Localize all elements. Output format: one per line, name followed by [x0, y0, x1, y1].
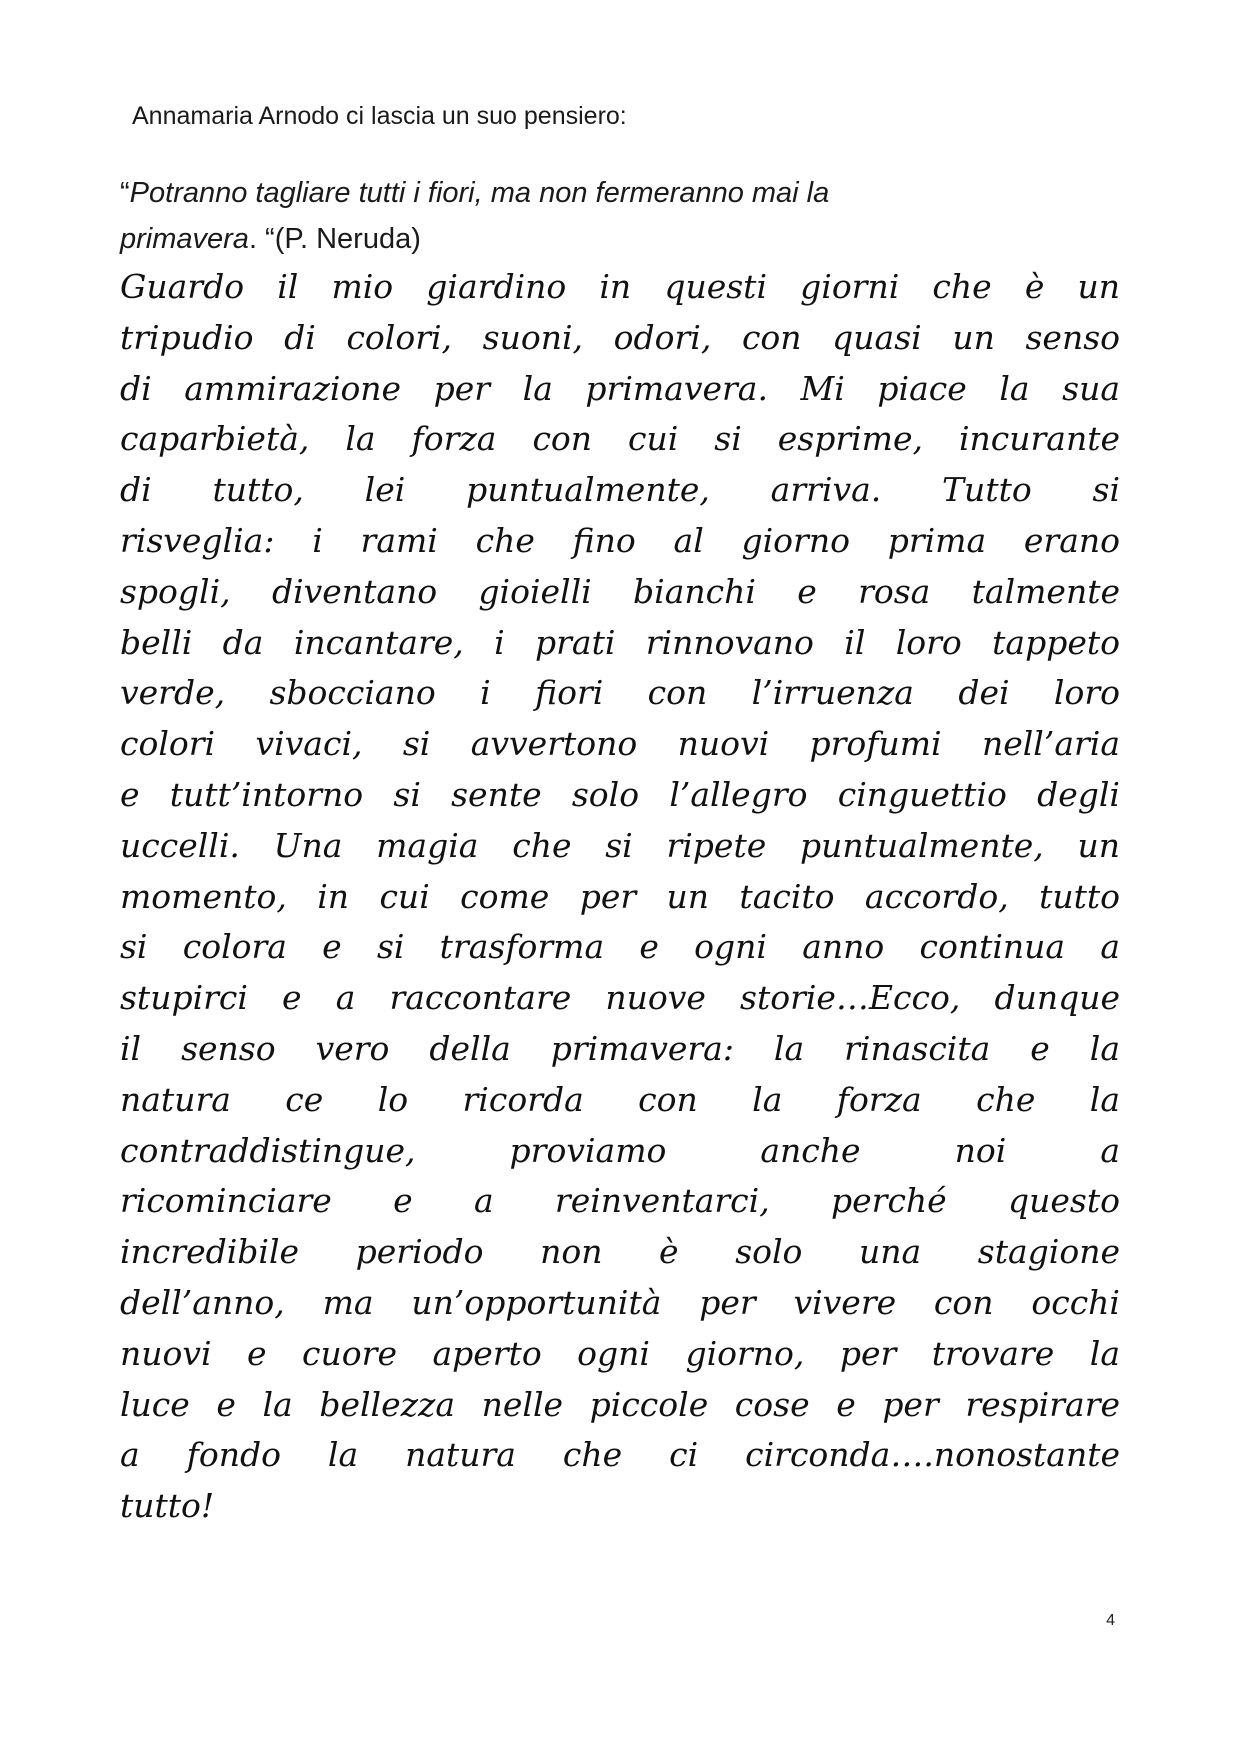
body-line: caparbietà, la forza con cui si esprime, incurante — [120, 419, 1120, 459]
body-line: ricominciare e a reinventarci, perché questo — [120, 1181, 1120, 1221]
body-line: natura ce lo ricorda con la forza che la — [120, 1079, 1120, 1119]
quote-line-2 — [120, 216, 1020, 262]
body-line: a fondo la natura che ci circonda….nonostante — [120, 1435, 1120, 1475]
body-line: il senso vero della primavera: la rinascita e la — [120, 1028, 1120, 1068]
body-line: uccelli. Una magia che si ripete puntualmente, un — [120, 825, 1120, 865]
body-line: spogli, diventano gioielli bianchi e rosa talmente — [120, 571, 1120, 611]
body-line: verde, sbocciano i fiori con l’irruenza dei loro — [120, 673, 1120, 713]
body-line: dell’anno, ma un’opportunità per vivere con occhi — [120, 1282, 1120, 1322]
body-line: si colora e si trasforma e ogni anno continua a — [120, 927, 1120, 967]
body-line: di tutto, lei puntualmente, arriva. Tutto si — [120, 470, 1120, 510]
body-line: stupirci e a raccontare nuove storie…Ecco, dunque — [120, 978, 1120, 1018]
body-line: belli da incantare, i prati rinnovano il loro tappeto — [120, 622, 1120, 662]
intro-line: Annamaria Arnodo ci lascia un suo pensiero: — [132, 102, 627, 130]
body-line: risveglia: i rami che fino al giorno prima erano — [120, 520, 1120, 560]
body-line: luce e la bellezza nelle piccole cose e per respirare — [120, 1384, 1120, 1424]
body-line: nuovi e cuore aperto ogni giorno, per trovare la — [120, 1333, 1120, 1373]
quote-open-mark: “ — [120, 177, 130, 209]
quote-attribution: . “(P. Neruda) — [248, 223, 421, 255]
quote-text-1: Potranno tagliare tutti i fiori, ma non fermeranno mai la — [129, 177, 830, 209]
body-line: momento, in cui come per un tacito accordo, tutto — [120, 876, 1120, 916]
body-line: colori vivaci, si avvertono nuovi profumi nell’aria — [120, 724, 1120, 764]
quote-text-2: primavera — [120, 223, 249, 255]
body-line: Guardo il mio giardino in questi giorni che è un — [120, 267, 1120, 306]
body-line: contraddistingue, proviamo anche noi a — [120, 1130, 1120, 1170]
body-line: di ammirazione per la primavera. Mi piace la sua — [120, 368, 1120, 408]
body-line: e tutt’intorno si sente solo l’allegro cinguettio degli — [120, 774, 1120, 814]
body-line: tripudio di colori, suoni, odori, con quasi un senso — [120, 317, 1120, 357]
neruda-quote — [120, 170, 1020, 262]
body-line: tutto! — [120, 1486, 215, 1526]
body-line: incredibile periodo non è solo una stagione — [120, 1232, 1120, 1272]
page-number: 4 — [1106, 1612, 1115, 1629]
body-paragraph — [120, 262, 1120, 1532]
quote-line-1 — [120, 170, 1020, 216]
